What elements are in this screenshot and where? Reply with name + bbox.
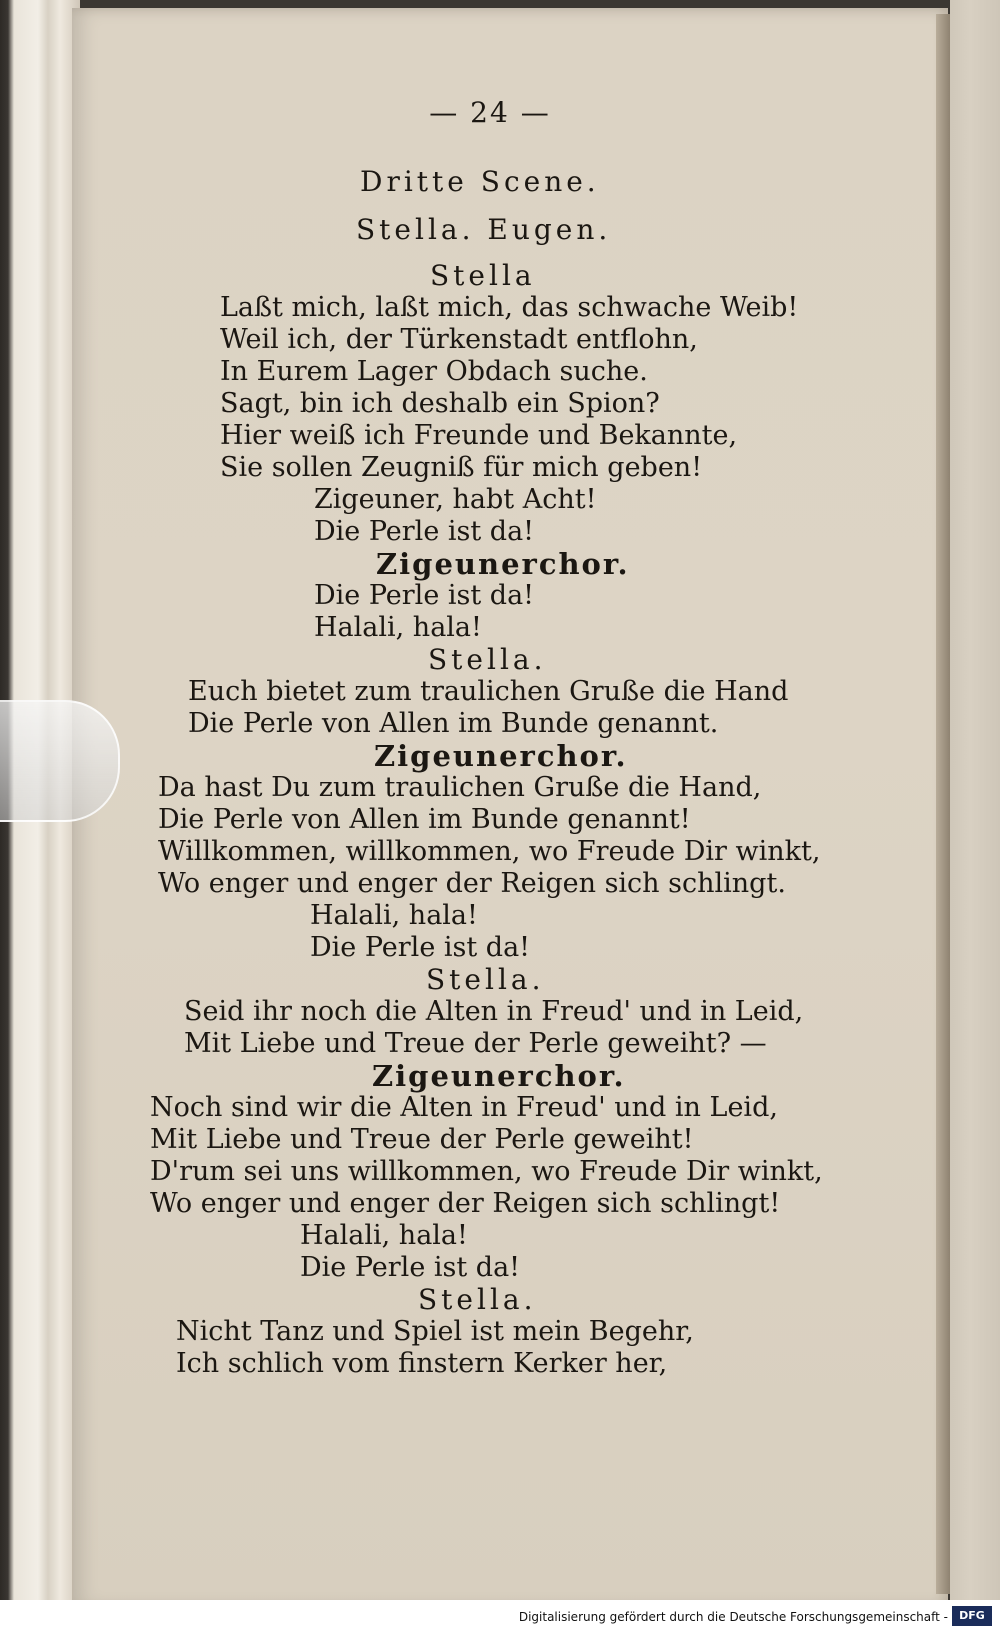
verse-line: Sagt, bin ich deshalb ein Spion?: [220, 388, 660, 419]
verse-line: Die Perle ist da!: [314, 580, 535, 611]
verse-line: Hier weiß ich Freunde und Bekannte,: [220, 420, 738, 451]
speaker-label: Stella.: [418, 1283, 537, 1316]
verse-line: Da hast Du zum traulichen Gruße die Hand,: [158, 772, 762, 803]
verse-line: Mit Liebe und Treue der Perle geweiht? —: [184, 1028, 767, 1059]
verse-line: Wo enger und enger der Reigen sich schlingt!: [150, 1188, 781, 1219]
chorus-label: Zigeunerchor.: [376, 547, 630, 581]
scan-background: [950, 0, 1000, 1634]
verse-line: Willkommen, willkommen, wo Freude Dir winkt,: [158, 836, 821, 867]
verse-line: Mit Liebe und Treue der Perle geweiht!: [150, 1124, 694, 1155]
dfg-logo: DFG: [952, 1606, 992, 1626]
verse-line: Halali, hala!: [300, 1220, 468, 1251]
page-number: — 24 —: [429, 96, 551, 129]
verse-line: Die Perle ist da!: [310, 932, 531, 963]
verse-line: Wo enger und enger der Reigen sich schlingt.: [158, 868, 786, 899]
verse-line: Die Perle ist da!: [300, 1252, 521, 1283]
verse-line: Laßt mich, laßt mich, das schwache Weib!: [220, 292, 799, 323]
chorus-label: Zigeunerchor.: [374, 739, 628, 773]
scene-characters: Stella. Eugen.: [356, 213, 612, 246]
verse-line: Seid ihr noch die Alten in Freud' und in Leid,: [184, 996, 804, 1027]
chorus-label: Zigeunerchor.: [372, 1059, 626, 1093]
verse-line: In Eurem Lager Obdach suche.: [220, 356, 648, 387]
speaker-label: Stella: [430, 259, 536, 292]
verse-line: Noch sind wir die Alten in Freud' und in Leid,: [150, 1092, 778, 1123]
verse-line: Euch bietet zum traulichen Gruße die Hand: [188, 676, 789, 707]
verse-line: D'rum sei uns willkommen, wo Freude Dir winkt,: [150, 1156, 823, 1187]
verse-line: Halali, hala!: [314, 612, 482, 643]
verse-line: Halali, hala!: [310, 900, 478, 931]
speaker-label: Stella.: [426, 963, 545, 996]
page-clip: [0, 700, 120, 822]
verse-line: Die Perle ist da!: [314, 516, 535, 547]
funding-notice: Digitalisierung gefördert durch die Deutsche Forschungsgemeinschaft -: [518, 1610, 948, 1624]
verse-line: Zigeuner, habt Acht!: [314, 484, 597, 515]
verse-line: Die Perle von Allen im Bunde genannt!: [158, 804, 691, 835]
speaker-label: Stella.: [428, 643, 547, 676]
verse-line: Ich schlich vom finstern Kerker her,: [176, 1348, 668, 1379]
verse-line: Nicht Tanz und Spiel ist mein Begehr,: [176, 1316, 694, 1347]
verse-line: Sie sollen Zeugniß für mich geben!: [220, 452, 703, 483]
page-fold: [936, 14, 950, 1594]
scene-title: Dritte Scene.: [360, 165, 600, 198]
verse-line: Weil ich, der Türkenstadt entflohn,: [220, 324, 698, 355]
verse-line: Die Perle von Allen im Bunde genannt.: [188, 708, 719, 739]
